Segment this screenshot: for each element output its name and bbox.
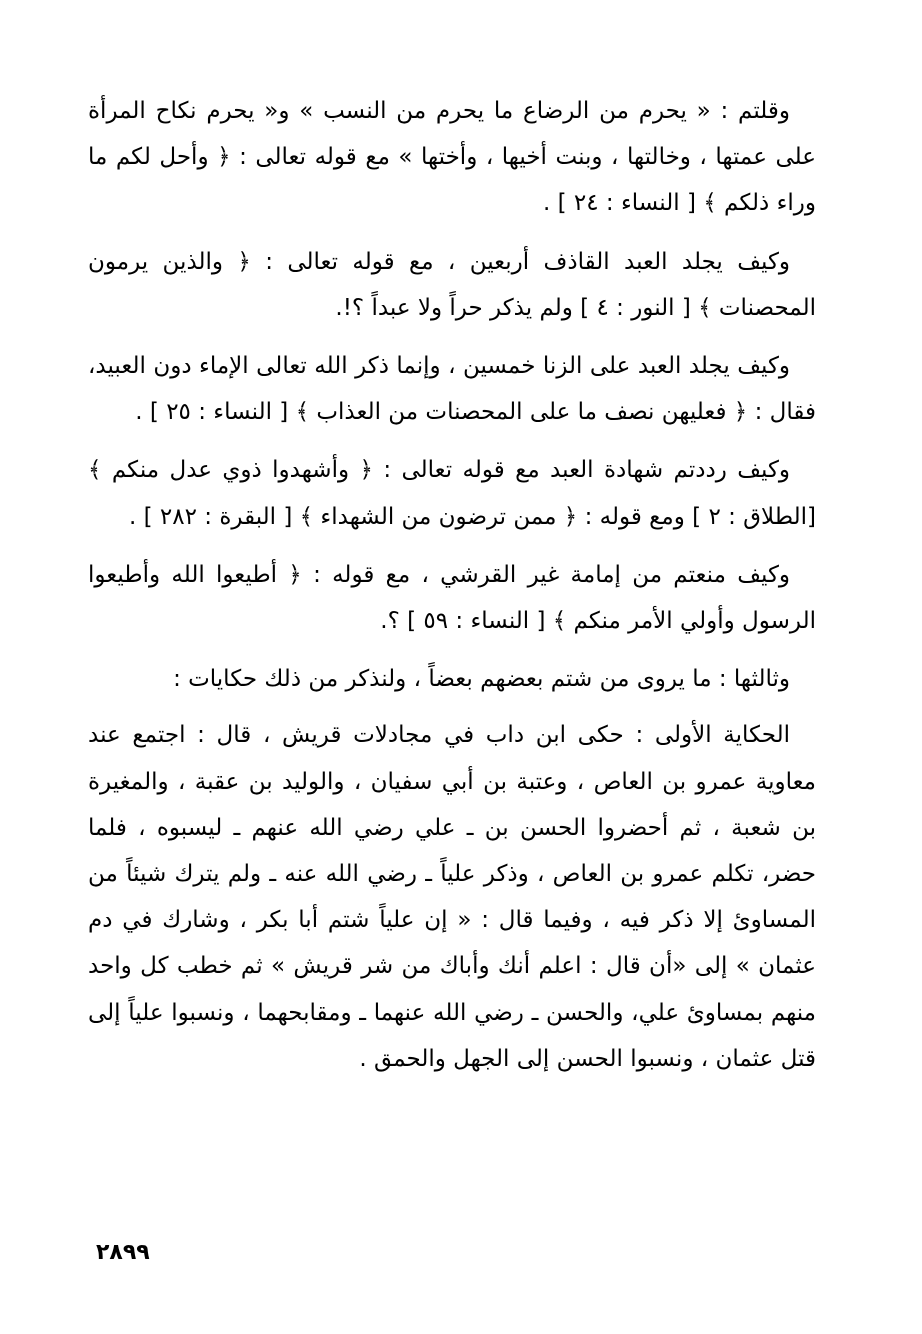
paragraph-5: وكيف منعتم من إمامة غير القرشي ، مع قوله : ﴿ أطيعوا الله وأطيعوا الرسول وأولي الأمر منكم ﴾ [ النساء : ٥٩ ] ؟. [88,561,816,635]
paragraph-4: وكيف رددتم شهادة العبد مع قوله تعالى : ﴿ وأشهدوا ذوي عدل منكم ﴾ [الطلاق : ٢ ] ومع قوله : ﴿ ممن ترضون من الشهداء ﴾ [ البقرة : ٢٨٢ ] . [88,457,816,530]
page-body [88,88,816,1094]
page-number: ٢٨٩٩ [96,1240,150,1265]
paragraph-1: وقلتم : « يحرم من الرضاع ما يحرم من النسب » و« يحرم نكاح المرأة على عمتها ، وخالتها ، وبنت أخيها ، وأختها » مع قوله تعالى : ﴿ وأحل لكم ما وراء ذلكم ﴾ [ النساء : ٢٤ ] . [88,98,816,217]
paragraph-3: وكيف يجلد العبد على الزنا خمسين ، وإنما ذكر الله تعالى الإماء دون العبيد، فقال : ﴿ فعليهن نصف ما على المحصنات من العذاب ﴾ [ النساء : ٢٥ ] . [88,353,816,426]
paragraph-2: وكيف يجلد العبد القاذف أربعين ، مع قوله تعالى : ﴿ والذين يرمون المحصنات ﴾ [ النور : ٤ ] ولم يذكر حراً ولا عبداً ؟!. [88,248,816,321]
paragraph-7: الحكاية الأولى : حكى ابن داب في مجادلات قريش ، قال : اجتمع عند معاوية عمرو بن العاص ، وعتبة بن أبي سفيان ، والوليد بن عقبة ، والمغيرة بن شعبة ، ثم أحضروا الحسن بن ـ علي رضي الله عنهم ـ ليسبوه ، فلما حضر، تكلم عمرو بن العاص ، وذكر علياً ـ رضي الله عنه ـ ولم يترك شيئاً من المساوئ إلا ذكر فيه ، وفيما قال : « إن علياً شتم أبا بكر ، وشارك في دم عثمان » إلى «أن قال : اعلم أنك وأباك من شر قريش » ثم خطب كل واحد منهم بمساوئ علي، والحسن ـ رضي الله عنهما ـ ومقابحهما ، ونسبوا علياً إلى قتل عثمان ، ونسبوا الحسن إلى الجهل والحمق . [88,722,816,1072]
paragraph-6: وثالثها : ما يروى من شتم بعضهم بعضاً ، ولنذكر من ذلك حكايات : [173,666,790,693]
